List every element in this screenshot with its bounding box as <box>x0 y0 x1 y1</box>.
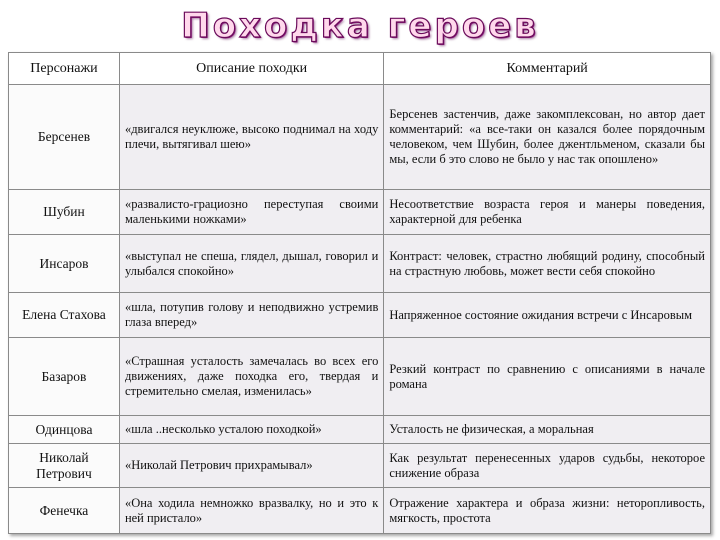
character-name: Берсенев <box>9 85 120 190</box>
table-row <box>9 416 711 444</box>
header-row <box>9 53 711 85</box>
walk-description: «Страшная усталость замечалась во всех его движениях, даже походка его, твердая и стремительно смелая, изменилась» <box>119 338 383 416</box>
comment: Несоответствие возраста героя и манеры поведения, характерной для ребенка <box>384 190 711 235</box>
walk-description: «выступал не спеша, глядел, дышал, говорил и улыбался спокойно» <box>119 235 383 293</box>
header-comment: Комментарий <box>384 53 711 85</box>
character-name: Инсаров <box>9 235 120 293</box>
walk-description: «Она ходила немножко вразвалку, но и это к ней пристало» <box>119 488 383 534</box>
comment: Усталость не физическая, а моральная <box>384 416 711 444</box>
table-row <box>9 190 711 235</box>
comment: Напряженное состояние ожидания встречи с Инсаровым <box>384 293 711 338</box>
walk-description: «развалисто-грациозно переступая своими маленькими ножками» <box>119 190 383 235</box>
table-row <box>9 235 711 293</box>
comment: Как результат перенесенных ударов судьбы, некоторое снижение образа <box>384 444 711 488</box>
table-row <box>9 85 711 190</box>
character-name: Базаров <box>9 338 120 416</box>
character-name: Шубин <box>9 190 120 235</box>
comment: Берсенев застенчив, даже закомплексован, но автор дает комментарий: «а все-таки он казался более порядочным человеком, чем Шубин, более джентльменом, сказали бы мы, если б это слово не было у нас так опошлено» <box>384 85 711 190</box>
character-name: Одинцова <box>9 416 120 444</box>
comment: Резкий контраст по сравнению с описаниями в начале романа <box>384 338 711 416</box>
character-name: Николай Петрович <box>9 444 120 488</box>
table-row <box>9 488 711 534</box>
header-walk-description: Описание походки <box>119 53 383 85</box>
character-name: Фенечка <box>9 488 120 534</box>
table-row <box>9 293 711 338</box>
walk-table <box>8 52 711 534</box>
walk-description: «шла, потупив голову и неподвижно устремив глаза вперед» <box>119 293 383 338</box>
table-row <box>9 444 711 488</box>
comment: Отражение характера и образа жизни: неторопливость, мягкость, простота <box>384 488 711 534</box>
comment: Контраст: человек, страстно любящий родину, способный на страстную любовь, может вести себя спокойно <box>384 235 711 293</box>
walk-description: «шла ..несколько усталою походкой» <box>119 416 383 444</box>
table-row <box>9 338 711 416</box>
slide-title: Походка героев <box>181 6 539 46</box>
character-name: Елена Стахова <box>9 293 120 338</box>
walk-description: «двигался неуклюже, высоко поднимал на ходу плечи, вытягивал шею» <box>119 85 383 190</box>
walk-description: «Николай Петрович прихрамывал» <box>119 444 383 488</box>
header-characters: Персонажи <box>9 53 120 85</box>
